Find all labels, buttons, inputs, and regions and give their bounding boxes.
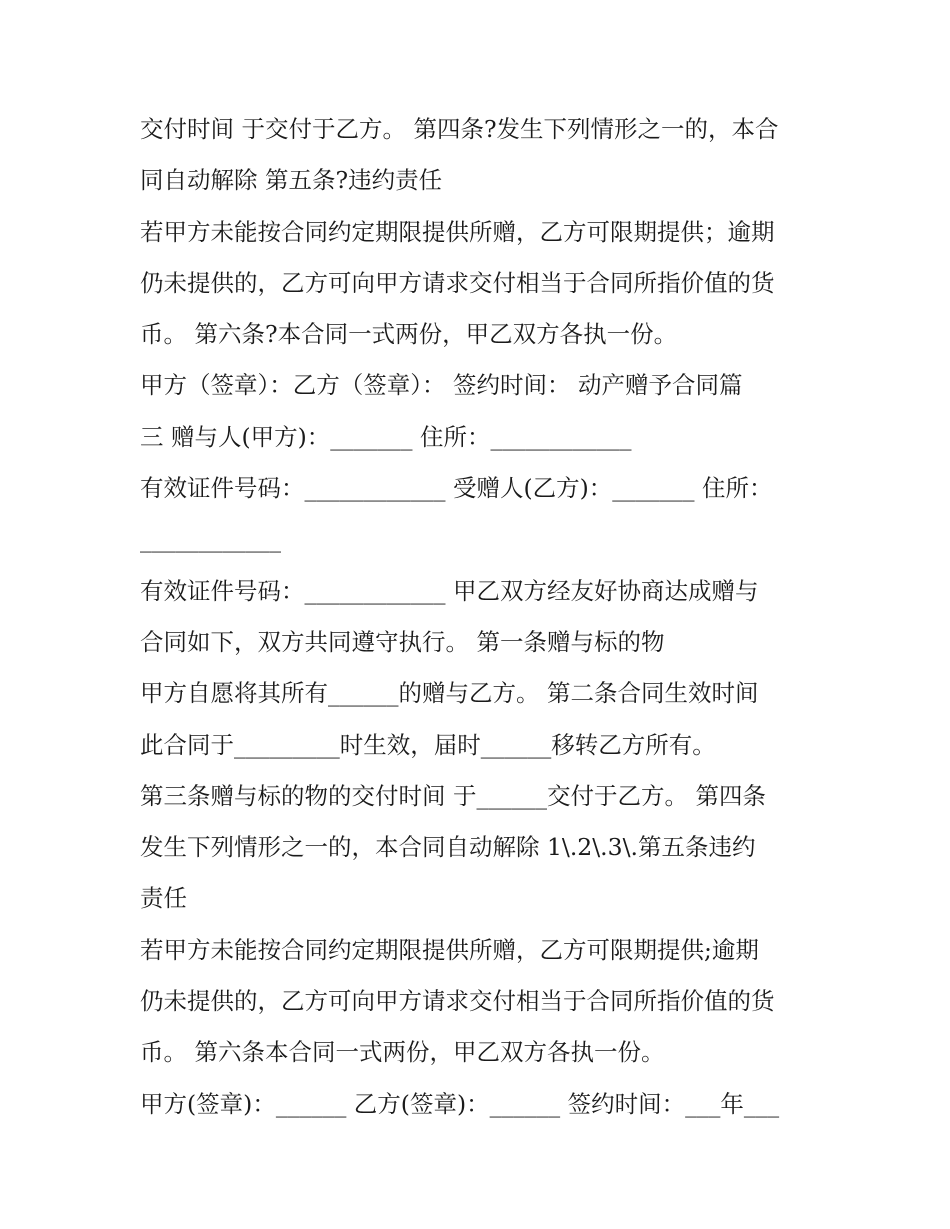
text-line: 责任 — [140, 884, 187, 913]
text-line: 仍未提供的，乙方可向甲方请求交付相当于合同所指价值的货 — [140, 987, 775, 1016]
text-line: 三 赠与人(甲方)：_______ 住所：____________ — [140, 422, 632, 451]
text-line: 若甲方未能按合同约定期限提供所赠，乙方可限期提供;逾期 — [140, 935, 759, 964]
text-line: 此合同于_________时生效，届时______移转乙方所有。 — [140, 730, 716, 759]
text-line: 若甲方未能按合同约定期限提供所赠，乙方可限期提供；逾期 — [140, 217, 775, 246]
text-line: 甲方自愿将其所有______的赠与乙方。 第二条合同生效时间 — [140, 679, 759, 708]
text-line: 甲方(签章)：______ 乙方(签章)：______ 签约时间：___年___ — [140, 1089, 780, 1118]
text-line: 有效证件号码：____________ 受赠人(乙方)：_______ 住所： — [140, 474, 773, 503]
text-line: 有效证件号码：____________ 甲乙双方经友好协商达成赠与 — [140, 576, 759, 605]
text-line: 合同如下，双方共同遵守执行。 第一条赠与标的物 — [140, 627, 665, 656]
text-line: 同自动解除 第五条?违约责任 — [140, 166, 443, 195]
text-line: 甲方（签章）：乙方（签章）： 签约时间： 动产赠予合同篇 — [140, 371, 743, 400]
text-line: 交付时间 于交付于乙方。 第四条?发生下列情形之一的，本合 — [140, 115, 779, 143]
text-line: 发生下列情形之一的，本合同自动解除 1\.2\.3\.第五条违约 — [140, 833, 756, 862]
text-line: 仍未提供的，乙方可向甲方请求交付相当于合同所指价值的货 — [140, 268, 775, 297]
text-line: 第三条赠与标的物的交付时间 于______交付于乙方。 第四条 — [140, 781, 766, 810]
text-line: ____________ — [140, 525, 281, 554]
text-line: 币。 第六条本合同一式两份，甲乙双方各执一份。 — [140, 1038, 665, 1067]
text-line: 币。 第六条?本合同一式两份，甲乙双方各执一份。 — [140, 320, 678, 349]
document-body — [140, 104, 830, 1130]
